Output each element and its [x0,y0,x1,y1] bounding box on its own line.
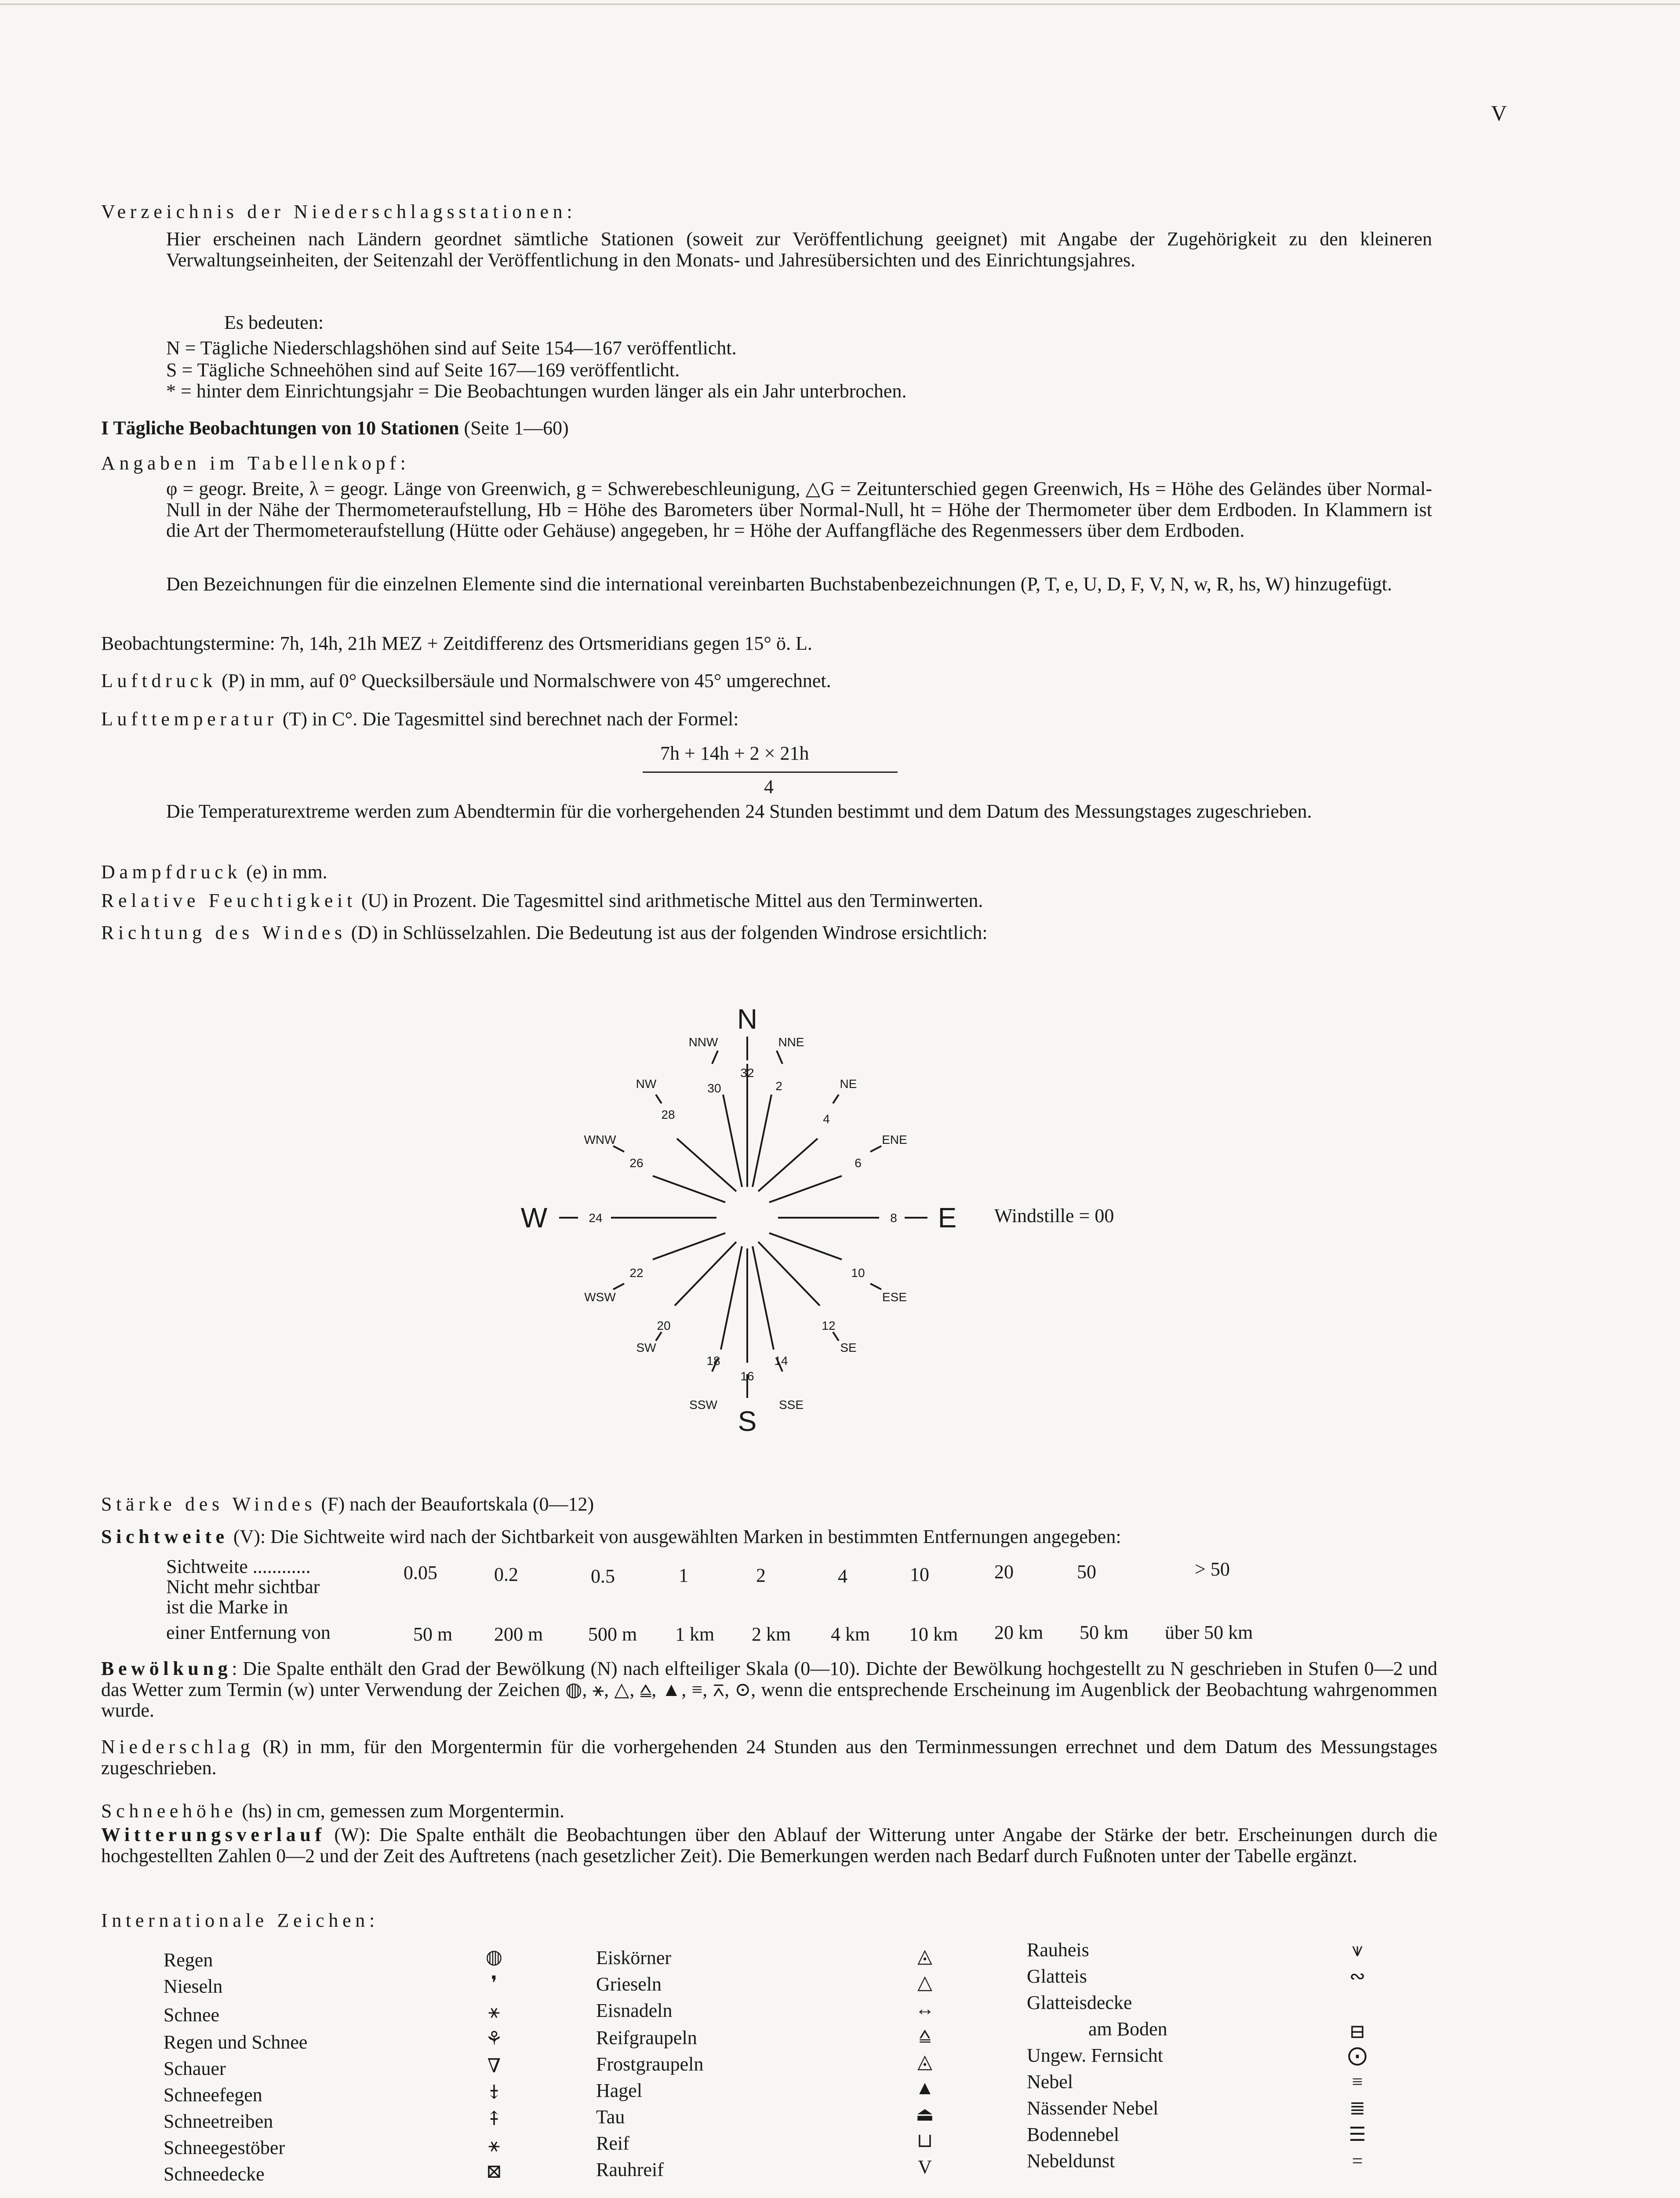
luftdruck-text: (P) in mm, auf 0° Quecksilbersäule und Normalschwere von 45° umgerechnet. [217,670,831,691]
rose-num-6: 6 [855,1156,862,1170]
hail-icon: ▲ [915,2077,935,2099]
symbol-label-schnee: Schnee [164,2004,220,2026]
calm-note: Windstille = 00 [994,1205,1114,1226]
symbol-label-fernsicht: Ungew. Fernsicht [1027,2045,1163,2066]
visibility-row2-label: Nicht mehr sichtbar [166,1576,320,1598]
soft-hail-icon: ⩠ [919,2024,931,2046]
weather-heading: Witterungsverlauf [101,1824,326,1845]
weather-text: (W): Die Spalte enthält die Beobachtungen über den Ablauf der Witterung unter Angabe der Stärke der betr. Erscheinungen durch die hochgestellten Zahlen 0—2 und der Zeit des Auftretens (nach gesetzlicher Zeit). Die Bemerkungen werden nach Bedarf durch Fußnoten unter der Tabelle ergänzt. [101,1824,1437,1867]
observation-times: Beobachtungstermine: 7h, 14h, 21h MEZ + Zeitdifferenz des Ortsmeridians gegen 15° ö. L. [101,633,812,654]
precip-para [101,1736,1437,1778]
es-bedeuten: Es bedeuten: [224,312,324,333]
formula-denominator: 4 [764,776,774,797]
vis-dist-5: 2 km [752,1623,791,1645]
rose-dir-ese: ESE [882,1290,907,1304]
header-info-text2: Den Bezeichnungen für die einzelnen Elemente sind die international vereinbarten Buchstabenbezeichnungen (P, T, e, U, D, F, V, N, w, R, hs, W) hinzugefügt. [166,573,1392,595]
wind-dir-heading: Richtung des Windes [101,922,346,943]
rose-num-24: 24 [589,1211,603,1225]
fog-icon: ≡ [1352,2071,1363,2092]
vis-code-4: 1 [679,1565,688,1586]
formula-numerator: 7h + 14h + 2 × 21h [660,742,809,764]
exceptional-visibility-icon: ⨀ [1348,2045,1367,2066]
symbol-label-eiskoerner: Eiskörner [596,1947,672,1969]
rose-num-20: 20 [657,1319,671,1332]
rose-num-18: 18 [706,1354,720,1368]
symbol-label-am-boden: am Boden [1088,2018,1167,2040]
symbol-label-hagel: Hagel [596,2080,643,2101]
rose-num-30: 30 [707,1081,721,1095]
section-one-rest: (Seite 1—60) [459,417,569,439]
ray-6 [769,1176,842,1202]
lufttemperatur-heading: Lufttemperatur [101,708,278,730]
formula-fraction-line [643,771,898,773]
rime-icon: V [918,2156,932,2178]
precip-text: (R) in mm, für den Morgentermin für die vorhergehenden 24 Stunden aus den Terminmessungen errechnet und dem Datum des Messungstages zugeschrieben. [101,1736,1437,1779]
symbol-label-tau: Tau [596,2106,625,2128]
symbol-label-frostgraupeln: Frostgraupeln [596,2053,704,2075]
top-edge-line [0,4,1680,5]
snow-grains-icon: △ [917,1972,932,1993]
vis-dist-2: 200 m [494,1623,543,1645]
rose-dir-se: SE [840,1341,857,1354]
section-one-title [101,418,569,439]
wind-speed-heading: Stärke des Windes [101,1493,316,1515]
ray-12 [758,1242,820,1306]
vis-code-10: > 50 [1195,1558,1230,1580]
snow-para [101,1801,564,1822]
vis-code-9: 50 [1077,1561,1096,1583]
rose-label-w: W [520,1202,548,1234]
visibility-row3-label: ist die Marke in [166,1596,288,1618]
vis-dist-3: 500 m [588,1623,637,1645]
rain-icon: ◍ [485,1946,503,1968]
cloud-text: : Die Spalte enthält den Grad der Bewölkung (N) nach elfteiliger Skala (0—10). Dichte der Bewölkung hochgestellt zu N geschrieben in Stufen 0—2 und das Wetter zum Termin (w) unter Verwendung der Zeichen ◍, ⚹, △, ⩠, ▲, ≡, ⊼, ⊙, wenn die entsprechende Erscheinung im Augenblick der Beobachtung wahrgenommen wurde. [101,1658,1437,1721]
stations-heading: Verzeichnis der Niederschlagsstationen: [101,201,577,222]
rose-label-e: E [938,1202,957,1234]
symbol-label-bodennebel: Bodennebel [1027,2124,1120,2145]
symbol-label-reifgraupeln: Reifgraupeln [596,2027,697,2049]
vis-dist-9: 50 km [1080,1622,1129,1643]
rose-dir-ene: ENE [882,1133,907,1146]
stations-text: Hier erscheinen nach Ländern geordnet sämtliche Stationen (soweit zur Veröffentlichung geeignet) mit Angabe der Zugehörigkeit zu den kleineren Verwaltungseinheiten, der Seitenzahl der Veröffentlichung in den Monats- und Jahresübersichten und des Einrichtungsjahres. [166,228,1432,271]
lufttemperatur-para [101,709,738,730]
ray-28 [677,1139,736,1191]
rose-num-14: 14 [774,1354,788,1368]
cloud-heading: Bewölkung [101,1658,232,1679]
rose-dir-nnw: NNW [688,1035,718,1049]
symbols-heading: Internationale Zeichen: [101,1910,379,1931]
vis-code-6: 4 [838,1565,847,1587]
feuchte-text: (U) in Prozent. Die Tagesmittel sind arithmetische Mittel aus den Terminwerten. [356,890,983,911]
symbol-label-rauheis: Rauheis [1027,1939,1089,1961]
wind-dir-text: (D) in Schlüsselzahlen. Die Bedeutung ist aus der folgenden Windrose ersichtlich: [346,922,988,943]
luftdruck-heading: Luftdruck [101,670,217,691]
vis-dist-7: 10 km [909,1623,958,1645]
snow-heading: Schneehöhe [101,1800,237,1822]
stations-line-s: S = Tägliche Schneehöhen sind auf Seite 167—169 veröffentlicht. [166,359,680,381]
cloud-para [101,1658,1437,1721]
ray-2 [753,1095,771,1187]
lufttemperatur-text: (T) in C°. Die Tagesmittel sind berechnet nach der Formel: [277,708,739,730]
ray-18 [721,1246,742,1350]
dampfdruck-text: (e) in mm. [241,861,327,883]
rose-num-26: 26 [629,1156,644,1170]
rose-num-4: 4 [823,1112,830,1126]
ray-22 [653,1233,725,1259]
ice-needles-icon: ↔ [915,1998,935,2020]
visibility-text: (V): Die Sichtweite wird nach der Sichtbarkeit von ausgewählten Marken in bestimmten Entfernungen angegeben: [228,1526,1121,1547]
visibility-row4-label: einer Entfernung von [166,1622,331,1643]
vis-dist-6: 4 km [831,1623,870,1645]
symbol-label-nebel: Nebel [1027,2071,1073,2092]
ray-4 [758,1139,818,1191]
visibility-row1-label: Sichtweite ............ [166,1556,311,1577]
rose-dir-ne: NE [840,1077,857,1091]
page-number: V [1491,101,1507,125]
ray-20 [675,1242,736,1306]
dew-icon: ⏏ [916,2103,934,2125]
header-info-heading: Angaben im Tabellenkopf: [101,452,410,474]
ray-14 [753,1246,774,1350]
rose-num-32: 32 [740,1066,754,1080]
snow-cover-icon: ⊠ [486,2161,502,2182]
wind-dir-para [101,922,988,943]
wind-speed-text: (F) nach der Beaufortskala (0—12) [316,1493,594,1515]
shower-icon: ∇ [487,2055,501,2077]
vis-code-2: 0.2 [494,1564,518,1585]
small-hail-icon: ◬ [917,2051,932,2072]
symbol-label-regen-schnee: Regen und Schnee [164,2031,308,2053]
rose-dir-nne: NNE [778,1035,804,1049]
temperature-extremes: Die Temperaturextreme werden zum Abendtermin für die vorhergehenden 24 Stunden bestimmt und dem Datum des Messungstages zugeschrieben. [166,801,1312,822]
symbol-label-naessender-nebel: Nässender Nebel [1027,2097,1159,2119]
symbol-label-schneefegen: Schneefegen [164,2084,262,2106]
stations-line-star: * = hinter dem Einrichtungsjahr = Die Beobachtungen wurden länger als ein Jahr unterbrochen. [166,380,907,402]
vis-code-3: 0.5 [591,1565,615,1587]
drifting-snow-low-icon: ⤈ [486,2082,502,2103]
ground-glaze-icon: ⊟ [1349,2021,1366,2042]
rose-dir-wsw: WSW [584,1290,616,1304]
hoar-frost-icon: ⊔ [916,2130,933,2151]
rose-num-8: 8 [890,1211,897,1225]
rose-dir-ssw: SSW [689,1398,717,1412]
dampfdruck-para [101,862,327,883]
stations-line-n: N = Tägliche Niederschlagshöhen sind auf Seite 154—167 veröffentlicht. [166,337,737,359]
rain-and-snow-icon: ⚘ [485,2028,503,2049]
vis-code-1: 0.05 [404,1562,437,1583]
symbol-label-grieseln: Grieseln [596,1973,662,1995]
ice-pellets-icon: ◬ [917,1945,932,1967]
wind-rose [484,1002,1011,1442]
ray-26 [653,1176,725,1202]
wet-fog-icon: ≣ [1349,2097,1366,2119]
vis-code-7: 10 [910,1564,929,1585]
ray-30 [723,1095,742,1187]
symbol-label-rauhreif: Rauhreif [596,2159,664,2180]
weather-para [101,1824,1437,1866]
symbol-label-glatteisdecke: Glatteisdecke [1027,1992,1132,2013]
symbol-label-schneedecke: Schneedecke [164,2163,265,2185]
snow-text: (hs) in cm, gemessen zum Morgentermin. [237,1800,564,1822]
rose-num-10: 10 [851,1266,865,1280]
rose-dir-sse: SSE [778,1398,804,1412]
snowstorm-icon: ⚹ [488,2134,500,2156]
vis-dist-8: 20 km [994,1622,1044,1643]
rose-num-28: 28 [661,1108,675,1121]
symbol-label-glatteis: Glatteis [1027,1965,1087,1987]
ray-10 [769,1233,842,1259]
dampfdruck-heading: Dampfdruck [101,861,242,883]
rose-num-2: 2 [775,1079,782,1093]
symbol-label-eisnadeln: Eisnadeln [596,2000,673,2021]
vis-code-5: 2 [756,1565,766,1586]
rose-label-s: S [738,1405,757,1437]
drizzle-icon: ❜ [491,1972,498,1994]
rose-num-16: 16 [740,1369,754,1383]
luftdruck-para [101,670,831,691]
visibility-heading: Sichtweite [101,1526,229,1547]
drifting-snow-high-icon: ⤉ [486,2108,502,2129]
symbol-label-reif: Reif [596,2132,629,2154]
precip-heading: Niederschlag [101,1736,255,1758]
glaze-icon: ∾ [1349,1965,1366,1987]
mist-icon: = [1352,2150,1363,2172]
symbol-label-schneetreiben: Schneetreiben [164,2111,273,2132]
wind-speed-para [101,1494,594,1515]
vis-dist-4: 1 km [675,1623,715,1645]
rose-num-12: 12 [822,1319,836,1332]
vis-dist-1: 50 m [413,1623,453,1645]
symbol-label-schauer: Schauer [164,2058,226,2079]
vis-code-8: 20 [994,1561,1014,1583]
vis-dist-10: über 50 km [1165,1622,1253,1643]
snow-icon: ⚹ [488,2001,500,2022]
rose-label-n: N [737,1003,758,1035]
rose-num-22: 22 [629,1266,644,1280]
symbol-label-nieseln: Nieseln [164,1976,223,1997]
ground-fog-icon: ☰ [1349,2124,1366,2145]
symbol-label-regen: Regen [164,1949,213,1971]
symbol-label-nebeldunst: Nebeldunst [1027,2150,1115,2172]
rose-dir-sw: SW [636,1341,656,1354]
rough-ice-icon: ⩛ [1352,1939,1363,1961]
feuchte-para [101,890,983,911]
visibility-para [101,1526,1121,1547]
symbol-label-schneegestoeber: Schneegestöber [164,2137,285,2158]
rose-dir-wnw: WNW [584,1133,616,1146]
header-info-text: φ = geogr. Breite, λ = geogr. Länge von Greenwich, g = Schwerebeschleunigung, △G = Zeitunterschied gegen Greenwich, Hs = Höhe des Geländes über Normal-Null in der Nähe der Thermometeraufstellung, Hb = Höhe des Barometers über Normal-Null, ht = Höhe der Thermometer über dem Erdboden. In Klammern ist die Art der Thermometeraufstellung (Hütte oder Gehäuse) angegeben, hr = Höhe der Auffangfläche des Regenmessers über dem Erdboden. [166,478,1432,542]
feuchte-heading: Relative Feuchtigkeit [101,890,356,911]
rose-dir-nw: NW [636,1077,657,1091]
section-one-bold: I Tägliche Beobachtungen von 10 Stationen [101,417,459,439]
